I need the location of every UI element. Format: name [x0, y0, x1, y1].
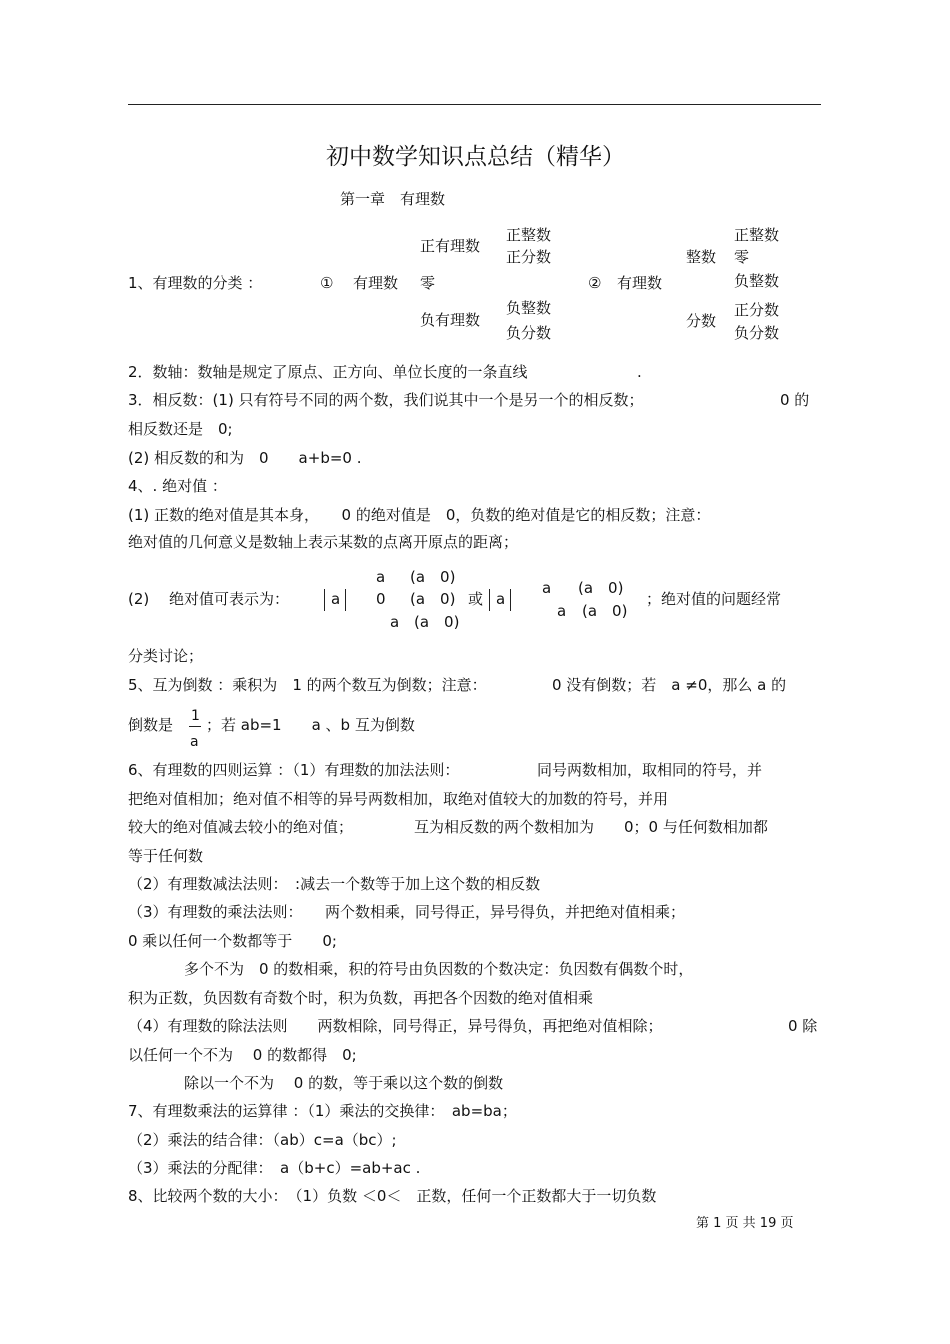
reciprocal-definition: 5、互为倒数 ：乘积为 1 的两个数互为倒数；注意： — [128, 676, 487, 694]
subtraction-rule: （2）有理数减法法则： :减去一个数等于加上这个数的相反数 — [128, 875, 541, 893]
absolute-value-note-cont: 分类讨论； — [128, 647, 204, 665]
absolute-value-heading: 4、. 绝对值 ： — [128, 477, 227, 495]
right-positive-fraction: 正分数 — [734, 301, 780, 319]
case-value: a — [542, 579, 552, 597]
absolute-value-note: ；绝对值的问题经常 — [646, 590, 782, 608]
division-zero-cont: 以任何一个不为 0 的数都得 0; — [128, 1046, 357, 1064]
right-positive-integer: 正整数 — [734, 226, 780, 244]
fraction-denominator: a — [190, 734, 199, 750]
four-operations-heading: 6、有理数的四则运算 ：（1）有理数的加法法则： — [128, 761, 460, 779]
fraction-line — [189, 726, 201, 727]
case-value: a — [390, 613, 400, 631]
negative-rational: 负有理数 — [420, 311, 481, 329]
multiplication-sign-rule-cont: 积为正数，负因数有奇数个时，积为负数，再把各个因数的绝对值相乘 — [128, 989, 594, 1007]
opposite-sum: (2) 相反数的和为 0 a+b=0 . — [128, 449, 362, 467]
abs-variable-left: a — [331, 590, 341, 608]
positive-integer: 正整数 — [506, 226, 552, 244]
right-negative-fraction: 负分数 — [734, 324, 780, 342]
reciprocal-condition: ；若 ab=1 a 、b 互为倒数 — [206, 716, 415, 734]
rational-label-2: 有理数 — [617, 274, 663, 292]
addition-opposite-cont: 等于任何数 — [128, 847, 204, 865]
case-condition: (a 0) — [410, 568, 456, 586]
positive-fraction: 正分数 — [506, 248, 552, 266]
header-rule — [128, 104, 821, 105]
marker-1: ① — [320, 274, 334, 292]
division-rule: （4）有理数的除法法则 两数相除，同号得正，异号得负，再把绝对值相除； — [128, 1017, 663, 1035]
opposite-zero: 0 的 — [780, 391, 810, 409]
number-line-definition: 2．数轴：数轴是规定了原点、正方向、单位长度的一条直线 — [128, 363, 528, 381]
abs-bar — [345, 589, 346, 611]
abs-variable-right: a — [496, 590, 506, 608]
multiplication-laws-heading: 7、有理数乘法的运算律 ：（1）乘法的交换律： ab=ba； — [128, 1102, 517, 1120]
multiplication-rule: （3）有理数的乘法法则： 两个数相乘，同号得正，异号得负，并把绝对值相乘； — [128, 903, 686, 921]
negative-integer: 负整数 — [506, 299, 552, 317]
absolute-value-geometry: 绝对值的几何意义是数轴上表示某数的点离开原点的距离； — [128, 533, 519, 551]
or-text: 或 — [468, 590, 484, 608]
reciprocal-is: 倒数是 — [128, 716, 174, 734]
abs-bar — [489, 589, 490, 611]
distributive-law: （3）乘法的分配律： a（b+c）=ab+ac . — [128, 1159, 421, 1177]
page-title: 初中数学知识点总结（精华） — [326, 144, 625, 170]
addition-rule-cont: 把绝对值相加；绝对值不相等的异号两数相加，取绝对值较大的加数的符号，并用 — [128, 790, 669, 808]
case-value: a — [376, 568, 386, 586]
abs-bar — [324, 589, 325, 611]
abs-bar — [510, 589, 511, 611]
classification-label: 1、有理数的分类 ： — [128, 274, 263, 292]
negative-fraction: 负分数 — [506, 324, 552, 342]
right-negative-integer: 负整数 — [734, 272, 780, 290]
zero: 零 — [420, 274, 436, 292]
addition-rule: 同号两数相加，取相同的符号，并 — [537, 761, 763, 779]
marker-2: ② — [588, 274, 602, 292]
case-condition: (a 0) — [578, 579, 624, 597]
case-condition: (a 0) — [582, 602, 628, 620]
integer-label: 整数 — [686, 248, 717, 266]
multiplication-sign-rule: 多个不为 0 的数相乘，积的符号由负因数的个数决定：负因数有偶数个时， — [184, 960, 694, 978]
absolute-value-rule: (1) 正数的绝对值是其本身， 0 的绝对值是 0，负数的绝对值是它的相反数；注意： — [128, 506, 711, 524]
case-condition: (a 0) — [414, 613, 460, 631]
reciprocal-note: 0 没有倒数；若 a ≠0，那么 a 的 — [552, 676, 787, 694]
fraction-label: 分数 — [686, 312, 717, 330]
addition-opposite: 互为相反数的两个数相加为 0；0 与任何数相加都 — [414, 818, 768, 836]
addition-rule-cont2: 较大的绝对值减去较小的绝对值； — [128, 818, 354, 836]
case-value: 0 — [376, 590, 386, 608]
positive-rational: 正有理数 — [420, 237, 481, 255]
rational-label-1: 有理数 — [353, 274, 399, 292]
case-condition: (a 0) — [410, 590, 456, 608]
associative-law: （2）乘法的结合律：（ab）c=a（bc）; — [128, 1131, 397, 1149]
division-zero: 0 除 — [788, 1017, 818, 1035]
chapter-heading: 第一章 有理数 — [340, 190, 446, 208]
division-reciprocal: 除以一个不为 0 的数，等于乘以这个数的倒数 — [184, 1074, 504, 1092]
page-footer: 第 1 页 共 19 页 — [696, 1216, 794, 1231]
fraction-numerator: 1 — [191, 708, 200, 724]
absolute-value-expression-label: (2) 绝对值可表示为： — [128, 590, 290, 608]
number-line-period: . — [637, 363, 642, 381]
compare-numbers: 8、比较两个数的大小： （1）负数 ＜0＜ 正数，任何一个正数都大于一切负数 — [128, 1187, 657, 1205]
opposite-definition: 3．相反数：(1) 只有符号不同的两个数，我们说其中一个是另一个的相反数； — [128, 391, 644, 409]
opposite-zero-cont: 相反数还是 0; — [128, 420, 233, 438]
right-zero: 零 — [734, 248, 750, 266]
multiplication-zero: 0 乘以任何一个数都等于 0; — [128, 932, 337, 950]
case-value: a — [557, 602, 567, 620]
